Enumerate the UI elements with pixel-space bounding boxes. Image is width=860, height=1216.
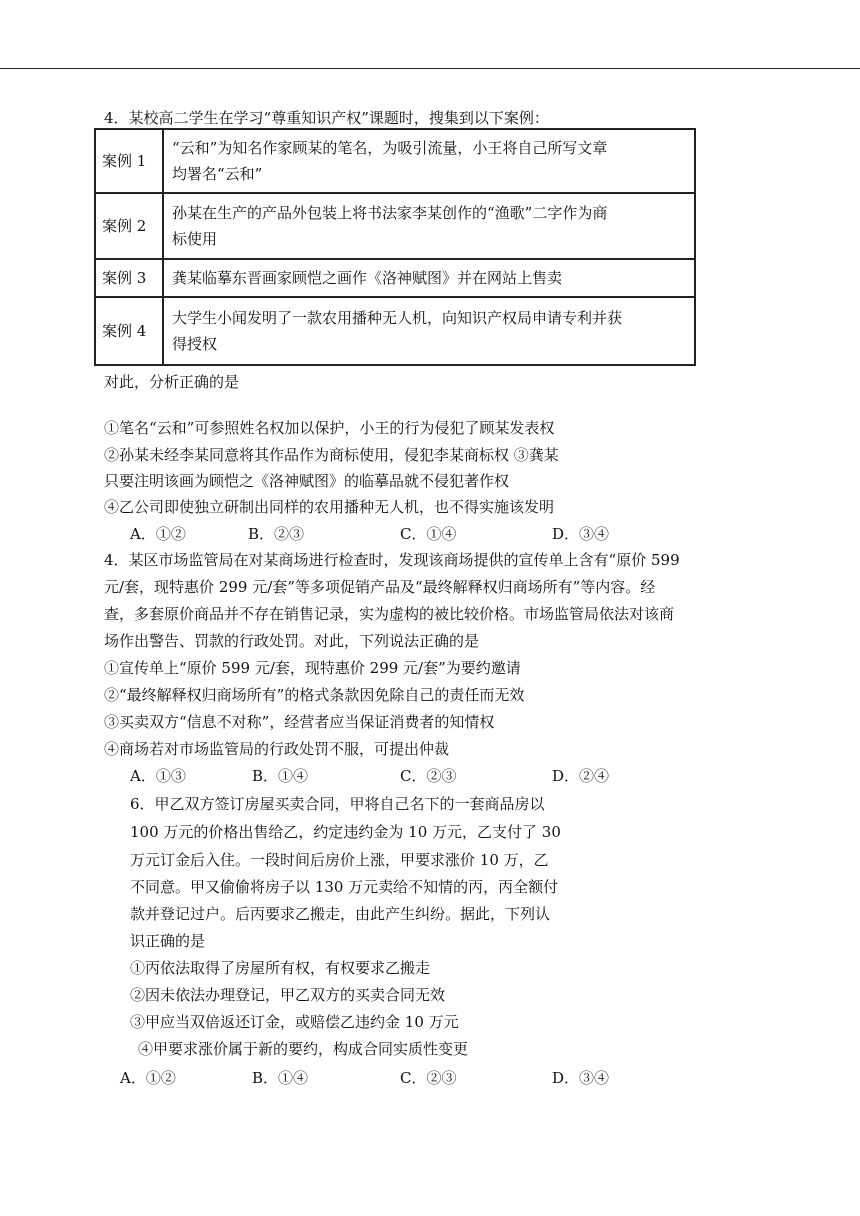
q2-option-c[interactable]: C．②③ — [400, 767, 457, 785]
q1-statement: ①笔名“云和”可参照姓名权加以保护，小王的行为侵犯了顾某发表权 — [104, 419, 555, 437]
case-table — [94, 128, 696, 366]
q2-stem-line: 场作出警告、罚款的行政处罚。对此，下列说法正确的是 — [104, 632, 480, 650]
q2-stem-line: 4．某区市场监管局在对某商场进行检查时，发现该商场提供的宣传单上含有“原价 599 — [104, 551, 680, 569]
case-text — [163, 193, 695, 259]
q2-statement: ③买卖双方“信息不对称”，经营者应当保证消费者的知情权 — [104, 713, 495, 731]
case-text-line: 均署名“云和” — [172, 165, 263, 183]
q2-statement: ④商场若对市场监管局的行政处罚不服，可提出仲裁 — [104, 740, 450, 758]
q2-stem-line: 元/套，现特惠价 299 元/套”等多项促销产品及“最终解释权归商场所有”等内容。经 — [104, 578, 656, 596]
q3-option-a[interactable]: A．①② — [120, 1069, 176, 1087]
q1-option-a[interactable]: A．①② — [130, 525, 186, 543]
q3-statement: ①丙依法取得了房屋所有权，有权要求乙搬走 — [130, 959, 431, 977]
case-text-line: 孙某在生产的产品外包装上将书法家李某创作的“渔歌”二字作为商 — [172, 204, 608, 222]
case-text-line: “云和”为知名作家顾某的笔名，为吸引流量，小王将自己所写文章 — [172, 139, 608, 157]
case-text-line: 得授权 — [172, 335, 218, 353]
q1-option-c[interactable]: C．①④ — [400, 525, 457, 543]
q1-statement: ④乙公司即使独立研制出同样的农用播种无人机，也不得实施该发明 — [104, 498, 555, 516]
q3-stem-line: 不同意。甲又偷偷将房子以 130 万元卖给不知情的丙，丙全额付 — [130, 878, 559, 896]
case-text-line: 标使用 — [172, 230, 218, 248]
q3-stem-line: 识正确的是 — [130, 932, 206, 950]
case-row — [95, 193, 695, 259]
case-text — [163, 259, 695, 297]
q2-option-d[interactable]: D．②④ — [552, 767, 610, 785]
q3-stem-line: 款并登记过户。后丙要求乙搬走，由此产生纠纷。据此，下列认 — [130, 905, 551, 923]
q3-stem-line: 6．甲乙双方签订房屋买卖合同，甲将自己名下的一套商品房以 — [130, 795, 545, 813]
q3-statement: ②因未依法办理登记，甲乙双方的买卖合同无效 — [130, 986, 446, 1004]
q2-option-a[interactable]: A．①③ — [130, 767, 186, 785]
case-label: 案例 2 — [95, 193, 163, 259]
q2-stem-line: 查，多套原价商品并不存在销售记录，实为虚构的被比较价格。市场监管局依法对该商 — [104, 605, 675, 623]
q2-statement: ②“最终解释权归商场所有”的格式条款因免除自己的责任而无效 — [104, 686, 525, 704]
case-row — [95, 259, 695, 297]
q3-stem-line: 100 万元的价格出售给乙，约定违约金为 10 万元，乙支付了 30 — [130, 823, 561, 841]
case-text-line: 大学生小闻发明了一款农用播种无人机，向知识产权局申请专利并获 — [172, 309, 623, 327]
q1-statement: 只要注明该画为顾恺之《洛神赋图》的临摹品就不侵犯著作权 — [104, 472, 510, 490]
q3-statement: ③甲应当双倍返还订金，或赔偿乙违约金 10 万元 — [130, 1013, 459, 1031]
q1-question: 对此，分析正确的是 — [104, 373, 240, 391]
q2-statement: ①宣传单上“原价 599 元/套，现特惠价 299 元/套”为要约邀请 — [104, 659, 521, 677]
q1-option-b[interactable]: B．②③ — [248, 525, 305, 543]
q1-option-d[interactable]: D．③④ — [552, 525, 610, 543]
case-row — [95, 297, 695, 365]
case-text-line: 龚某临摹东晋画家顾恺之画作《洛神赋图》并在网站上售卖 — [172, 269, 563, 287]
case-text — [163, 129, 695, 193]
q3-option-d[interactable]: D．③④ — [552, 1069, 610, 1087]
case-label: 案例 3 — [95, 259, 163, 297]
case-text — [163, 297, 695, 365]
case-row — [95, 129, 695, 193]
q3-option-b[interactable]: B．①④ — [252, 1069, 309, 1087]
q3-statement: ④甲要求涨价属于新的要约，构成合同实质性变更 — [138, 1040, 469, 1058]
q3-option-c[interactable]: C．②③ — [400, 1069, 457, 1087]
q3-stem-line: 万元订金后入住。一段时间后房价上涨，甲要求涨价 10 万，乙 — [130, 851, 549, 869]
q2-option-b[interactable]: B．①④ — [252, 767, 309, 785]
header-rule — [0, 68, 860, 69]
case-label: 案例 1 — [95, 129, 163, 193]
q1-statement: ②孙某未经李某同意将其作品作为商标使用，侵犯李某商标权 ③龚某 — [104, 446, 559, 464]
q1-stem: 4．某校高二学生在学习“尊重知识产权”课题时，搜集到以下案例： — [104, 109, 549, 127]
case-label: 案例 4 — [95, 297, 163, 365]
